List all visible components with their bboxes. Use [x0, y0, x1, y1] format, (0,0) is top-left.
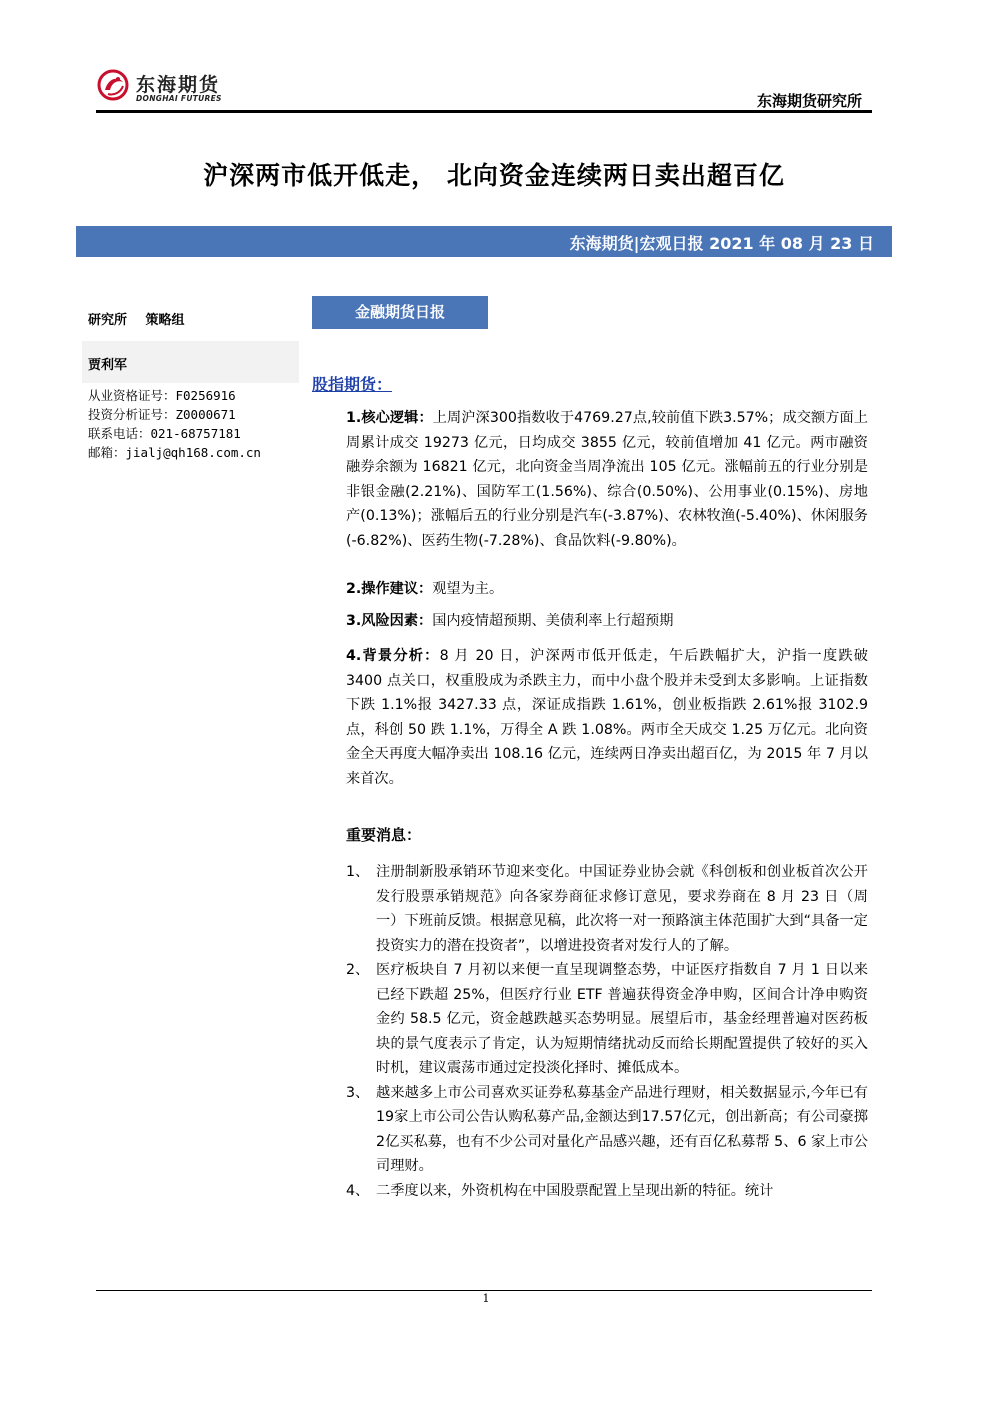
paragraph-text: 观望为主。 [432, 581, 504, 597]
email-address: 邮箱：jialj@qh168.com.cn [88, 445, 261, 460]
analyst-contact [88, 386, 261, 462]
group-label: 策略组 [145, 313, 185, 328]
paragraph-text: 8 月 20 日，沪深两市低开低走，午后跌幅扩大，沪指一度跌破 3400 点关口，权重股成为杀跌主力，而中小盘个股并未受到太多影响。上证指数下跌 1.1%报 3427.33 点，深证成指跌 1.61%，创业板指跌 2.61%报 3102.9 点，科创 50 跌 1.1%，万得全 A 跌 1.08%。两市全天成交 1.25 万亿元。北向资金全天再度大幅净卖出 108.16 亿元，连续两日净卖出超百亿，为 2015 年 7 月以来首次。 [346, 648, 868, 787]
department-label: 研究所 [88, 313, 128, 328]
investment-analysis-number: 投资分析证号：Z0000671 [88, 407, 236, 422]
news-text: 越来越多上市公司喜欢买证券私募基金产品进行理财，相关数据显示,今年已有19家上市公司公告认购私募产品,金额达到17.57亿元，创出新高；有公司豪掷2亿买私募，也有不少公司对量化产品感兴趣，还有百亿私募帮 5、6 家上市公司理财。 [376, 1084, 868, 1174]
news-text: 注册制新股承销环节迎来变化。中国证券业协会就《科创板和创业板首次公开发行股票承销规范》向各家券商征求修订意见，要求券商在 8 月 23 日（周一）下班前反馈。根据意见稿，此次将一对一预路演主体范围扩大到“具备一定投资实力的潜在投资者”，以增进投资者对发行人的了解。 [376, 864, 868, 954]
section-tab: 金融期货日报 [312, 296, 488, 329]
header-divider [96, 110, 872, 113]
paragraph-text: 国内疫情超预期、美债利率上行超预期 [432, 613, 674, 629]
report-date-banner: 东海期货|宏观日报 2021 年 08 月 23 日 [569, 234, 874, 253]
footer-divider [96, 1290, 872, 1291]
news-text: 二季度以来，外资机构在中国股票配置上呈现出新的特征。统计 [376, 1182, 774, 1199]
analyst-box [82, 341, 299, 383]
background-analysis-paragraph [346, 644, 868, 791]
news-item [346, 1081, 868, 1179]
news-item [346, 1179, 868, 1204]
paragraph-label: 1.核心逻辑： [346, 410, 433, 426]
news-item [346, 958, 868, 1081]
core-logic-paragraph [346, 406, 868, 553]
donghai-logo-icon [96, 66, 130, 106]
paragraph-label: 3.风险因素： [346, 613, 433, 629]
paragraph-text: 上周沪深300指数收于4769.27点,较前值下跌3.57%；成交额方面上周累计成交 19273 亿元，日均成交 3855 亿元，较前值增加 41 亿元。两市融资融券余额为 16821 亿元，北向资金当周净流出 105 亿元。涨幅前五的行业分别是非银金融(2.21%)、国防军工(1.56%)、综合(0.50%)、公用事业(0.15%)、房地产(0.13%)；涨幅后五的行业分别是汽车(-3.87%)、农林牧渔(-5.40%)、休闲服务(-6.82%)、医药生物(-7.28%)、食品饮料(-9.80%)。 [346, 410, 868, 549]
important-news-heading: 重要消息： [346, 826, 422, 844]
report-title: 沪深两市低开低走， 北向资金连续两日卖出超百亿 [203, 161, 785, 190]
page-number: 1 [482, 1292, 490, 1305]
news-number: 2、 [346, 962, 370, 978]
analyst-name: 贾利军 [88, 358, 128, 373]
report-banner [76, 226, 892, 257]
logo-text-cn: 东海期货 [136, 74, 221, 96]
news-number: 3、 [346, 1084, 370, 1101]
operation-advice-paragraph [346, 577, 868, 602]
news-list [346, 860, 868, 1203]
phone-number: 联系电话：021-68757181 [88, 426, 241, 441]
news-number: 1、 [346, 864, 370, 880]
news-item [346, 860, 868, 958]
department-line [88, 309, 199, 328]
qualification-number: 从业资格证号：F0256916 [88, 388, 236, 403]
company-logo [96, 66, 256, 110]
risk-factors-paragraph [346, 609, 868, 634]
logo-text-en: DONGHAI FUTURES [136, 94, 222, 103]
institute-name: 东海期货研究所 [756, 92, 862, 110]
paragraph-label: 2.操作建议： [346, 581, 433, 597]
news-number: 4、 [346, 1182, 370, 1199]
stock-index-futures-heading: 股指期货： [312, 375, 393, 394]
paragraph-label: 4.背景分析： [346, 648, 440, 664]
news-text: 医疗板块自 7 月初以来便一直呈现调整态势，中证医疗指数自 7 月 1 日以来已经下跌超 25%，但医疗行业 ETF 普遍获得资金净申购，区间合计净申购资金约 58.5 亿元，资金越跌越买态势明显。展望后市，基金经理普遍对医药板块的景气度表示了肯定，认为短期情绪扰动反而给长期配置提供了较好的买入时机，建议震荡市通过定投淡化择时、摊低成本。 [376, 962, 868, 1076]
